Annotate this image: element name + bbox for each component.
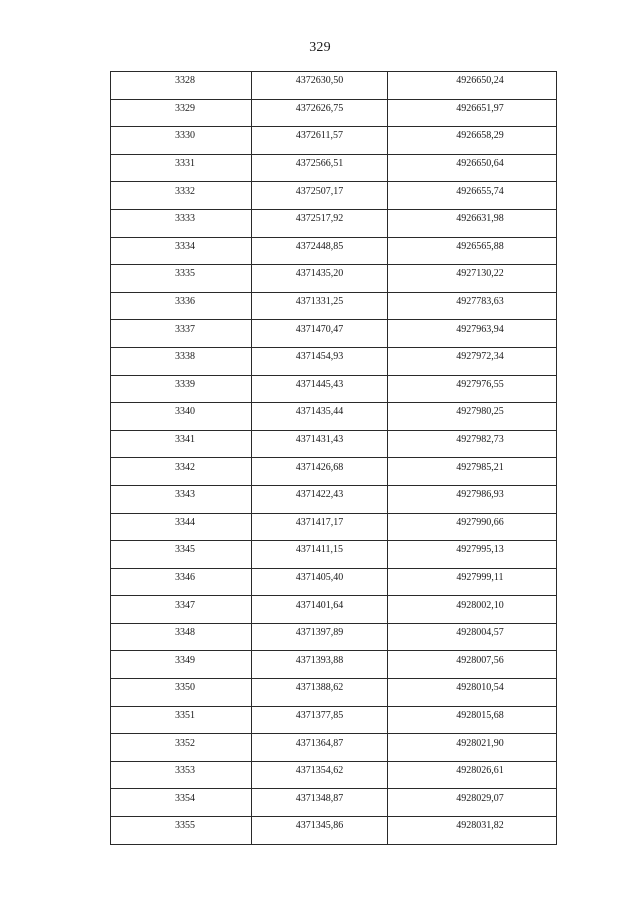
y-coordinate-cell-text: 4927976,55 (456, 378, 504, 390)
x-coordinate-cell-text: 4371364,87 (295, 737, 344, 749)
table-row (111, 789, 557, 817)
y-coordinate-cell (388, 347, 557, 375)
point-number-cell (111, 568, 252, 596)
y-coordinate-cell (388, 99, 557, 127)
x-coordinate-cell (252, 320, 388, 348)
point-number-cell-text: 3329 (175, 102, 195, 114)
coordinates-table (110, 71, 557, 845)
y-coordinate-cell-text: 4928031,82 (456, 820, 504, 832)
y-coordinate-cell (388, 623, 557, 651)
table-row (111, 541, 557, 569)
table-row (111, 265, 557, 293)
x-coordinate-cell-text: 4371431,43 (295, 434, 344, 446)
x-coordinate-cell (252, 209, 388, 237)
point-number-cell (111, 761, 252, 789)
y-coordinate-cell-text: 4928015,68 (456, 709, 504, 721)
x-coordinate-cell-text: 4371401,64 (295, 599, 344, 611)
x-coordinate-cell (252, 99, 388, 127)
x-coordinate-cell (252, 375, 388, 403)
table-row (111, 651, 557, 679)
x-coordinate-cell-text: 4372507,17 (295, 185, 344, 197)
point-number-cell (111, 320, 252, 348)
y-coordinate-cell-text: 4927972,34 (456, 351, 504, 363)
y-coordinate-cell (388, 320, 557, 348)
point-number-cell-text: 3334 (175, 240, 195, 252)
y-coordinate-cell-text: 4927980,25 (456, 406, 504, 418)
y-coordinate-cell-text: 4927963,94 (456, 323, 504, 335)
point-number-cell (111, 154, 252, 182)
point-number-cell-text: 3349 (175, 654, 195, 666)
point-number-cell-text: 3340 (175, 406, 195, 418)
y-coordinate-cell-text: 4928004,57 (456, 627, 504, 639)
x-coordinate-cell (252, 292, 388, 320)
x-coordinate-cell-text: 4371393,88 (295, 654, 344, 666)
y-coordinate-cell (388, 72, 557, 100)
y-coordinate-cell-text: 4927982,73 (456, 434, 504, 446)
point-number-cell-text: 3338 (175, 351, 195, 363)
table-row (111, 182, 557, 210)
point-number-cell (111, 127, 252, 155)
y-coordinate-cell (388, 789, 557, 817)
x-coordinate-cell (252, 72, 388, 100)
y-coordinate-cell (388, 513, 557, 541)
point-number-cell (111, 403, 252, 431)
point-number-cell-text: 3342 (175, 461, 195, 473)
y-coordinate-cell-text: 4928026,61 (456, 765, 504, 777)
x-coordinate-cell-text: 4371435,20 (295, 268, 344, 280)
x-coordinate-cell-text: 4371470,47 (295, 323, 344, 335)
point-number-cell-text: 3337 (175, 323, 195, 335)
y-coordinate-cell (388, 541, 557, 569)
point-number-cell-text: 3345 (175, 544, 195, 556)
point-number-cell-text: 3331 (175, 158, 195, 170)
table-row (111, 679, 557, 707)
table-row (111, 485, 557, 513)
point-number-cell (111, 99, 252, 127)
point-number-cell (111, 72, 252, 100)
point-number-cell (111, 485, 252, 513)
x-coordinate-cell-text: 4372566,51 (295, 158, 344, 170)
y-coordinate-cell (388, 375, 557, 403)
y-coordinate-cell (388, 182, 557, 210)
x-coordinate-cell-text: 4372611,57 (295, 130, 344, 142)
point-number-cell-text: 3333 (175, 213, 195, 225)
y-coordinate-cell-text: 4927990,66 (456, 516, 504, 528)
point-number-cell-text: 3347 (175, 599, 195, 611)
x-coordinate-cell-text: 4372626,75 (295, 102, 344, 114)
x-coordinate-cell-text: 4371426,68 (295, 461, 344, 473)
point-number-cell (111, 209, 252, 237)
x-coordinate-cell-text: 4371348,87 (295, 792, 344, 804)
x-coordinate-cell-text: 4371405,40 (295, 571, 344, 583)
point-number-cell-text: 3339 (175, 378, 195, 390)
table-row (111, 237, 557, 265)
point-number-cell (111, 651, 252, 679)
x-coordinate-cell (252, 182, 388, 210)
point-number-cell-text: 3351 (175, 709, 195, 721)
table-row (111, 320, 557, 348)
point-number-cell-text: 3328 (175, 75, 195, 87)
y-coordinate-cell (388, 734, 557, 762)
y-coordinate-cell (388, 761, 557, 789)
table-body (111, 72, 557, 845)
y-coordinate-cell (388, 237, 557, 265)
y-coordinate-cell-text: 4926655,74 (456, 185, 504, 197)
y-coordinate-cell-text: 4926651,97 (456, 102, 504, 114)
point-number-cell (111, 789, 252, 817)
point-number-cell (111, 817, 252, 845)
x-coordinate-cell (252, 154, 388, 182)
page-number: 329 (309, 40, 331, 55)
point-number-cell-text: 3344 (175, 516, 195, 528)
y-coordinate-cell-text: 4927130,22 (456, 268, 504, 280)
y-coordinate-cell (388, 430, 557, 458)
point-number-cell-text: 3346 (175, 571, 195, 583)
y-coordinate-cell-text: 4928021,90 (456, 737, 504, 749)
point-number-cell-text: 3335 (175, 268, 195, 280)
point-number-cell-text: 3330 (175, 130, 195, 142)
x-coordinate-cell (252, 430, 388, 458)
table-row (111, 706, 557, 734)
y-coordinate-cell-text: 4926565,88 (456, 240, 504, 252)
table-row (111, 458, 557, 486)
x-coordinate-cell (252, 789, 388, 817)
x-coordinate-cell-text: 4371422,43 (295, 489, 344, 501)
point-number-cell (111, 237, 252, 265)
table-row (111, 375, 557, 403)
point-number-cell-text: 3332 (175, 185, 195, 197)
y-coordinate-cell-text: 4928002,10 (456, 599, 504, 611)
x-coordinate-cell-text: 4371397,89 (295, 627, 344, 639)
x-coordinate-cell-text: 4371454,93 (295, 351, 344, 363)
y-coordinate-cell-text: 4928029,07 (456, 792, 504, 804)
y-coordinate-cell-text: 4928010,54 (456, 682, 504, 694)
point-number-cell-text: 3348 (175, 627, 195, 639)
table-row (111, 513, 557, 541)
x-coordinate-cell-text: 4371445,43 (295, 378, 344, 390)
table-row (111, 72, 557, 100)
x-coordinate-cell (252, 513, 388, 541)
y-coordinate-cell (388, 127, 557, 155)
x-coordinate-cell (252, 541, 388, 569)
y-coordinate-cell (388, 209, 557, 237)
table-row (111, 430, 557, 458)
x-coordinate-cell-text: 4371417,17 (295, 516, 344, 528)
y-coordinate-cell-text: 4926650,24 (456, 75, 504, 87)
y-coordinate-cell (388, 458, 557, 486)
y-coordinate-cell (388, 265, 557, 293)
table-row (111, 734, 557, 762)
x-coordinate-cell (252, 817, 388, 845)
point-number-cell-text: 3341 (175, 434, 195, 446)
table-row (111, 292, 557, 320)
x-coordinate-cell-text: 4372517,92 (295, 213, 344, 225)
point-number-cell (111, 182, 252, 210)
point-number-cell (111, 458, 252, 486)
y-coordinate-cell (388, 485, 557, 513)
y-coordinate-cell (388, 596, 557, 624)
y-coordinate-cell (388, 403, 557, 431)
y-coordinate-cell-text: 4926631,98 (456, 213, 504, 225)
point-number-cell (111, 292, 252, 320)
point-number-cell (111, 706, 252, 734)
x-coordinate-cell-text: 4371345,86 (295, 820, 344, 832)
x-coordinate-cell-text: 4371354,62 (295, 765, 344, 777)
point-number-cell (111, 734, 252, 762)
x-coordinate-cell (252, 761, 388, 789)
x-coordinate-cell (252, 485, 388, 513)
x-coordinate-cell-text: 4371411,15 (295, 544, 344, 556)
x-coordinate-cell (252, 127, 388, 155)
point-number-cell (111, 596, 252, 624)
y-coordinate-cell-text: 4926658,29 (456, 130, 504, 142)
x-coordinate-cell-text: 4372630,50 (295, 75, 344, 87)
table-row (111, 127, 557, 155)
y-coordinate-cell-text: 4928007,56 (456, 654, 504, 666)
point-number-cell-text: 3354 (175, 792, 195, 804)
point-number-cell (111, 679, 252, 707)
point-number-cell (111, 347, 252, 375)
x-coordinate-cell-text: 4371377,85 (295, 709, 344, 721)
table-row (111, 817, 557, 845)
point-number-cell-text: 3350 (175, 682, 195, 694)
x-coordinate-cell-text: 4371331,25 (295, 296, 344, 308)
point-number-cell-text: 3336 (175, 296, 195, 308)
y-coordinate-cell-text: 4927985,21 (456, 461, 504, 473)
y-coordinate-cell (388, 651, 557, 679)
x-coordinate-cell (252, 265, 388, 293)
point-number-cell (111, 375, 252, 403)
x-coordinate-cell-text: 4371435,44 (295, 406, 344, 418)
x-coordinate-cell (252, 596, 388, 624)
point-number-cell-text: 3343 (175, 489, 195, 501)
point-number-cell (111, 541, 252, 569)
x-coordinate-cell-text: 4371388,62 (295, 682, 344, 694)
x-coordinate-cell (252, 623, 388, 651)
table-row (111, 568, 557, 596)
x-coordinate-cell-text: 4372448,85 (295, 240, 344, 252)
x-coordinate-cell (252, 403, 388, 431)
point-number-cell-text: 3352 (175, 737, 195, 749)
y-coordinate-cell (388, 817, 557, 845)
y-coordinate-cell-text: 4927995,13 (456, 544, 504, 556)
y-coordinate-cell-text: 4926650,64 (456, 158, 504, 170)
table-row (111, 403, 557, 431)
table-row (111, 209, 557, 237)
table-row (111, 99, 557, 127)
y-coordinate-cell (388, 154, 557, 182)
y-coordinate-cell (388, 292, 557, 320)
y-coordinate-cell-text: 4927986,93 (456, 489, 504, 501)
y-coordinate-cell (388, 679, 557, 707)
x-coordinate-cell (252, 734, 388, 762)
x-coordinate-cell (252, 237, 388, 265)
x-coordinate-cell (252, 458, 388, 486)
table-row (111, 761, 557, 789)
point-number-cell-text: 3353 (175, 765, 195, 777)
y-coordinate-cell (388, 568, 557, 596)
x-coordinate-cell (252, 651, 388, 679)
x-coordinate-cell (252, 347, 388, 375)
point-number-cell (111, 265, 252, 293)
table-row (111, 596, 557, 624)
point-number-cell (111, 513, 252, 541)
x-coordinate-cell (252, 679, 388, 707)
point-number-cell (111, 430, 252, 458)
y-coordinate-cell (388, 706, 557, 734)
table-row (111, 623, 557, 651)
point-number-cell-text: 3355 (175, 820, 195, 832)
x-coordinate-cell (252, 706, 388, 734)
y-coordinate-cell-text: 4927783,63 (456, 296, 504, 308)
table-row (111, 154, 557, 182)
y-coordinate-cell-text: 4927999,11 (456, 571, 504, 583)
table-row (111, 347, 557, 375)
x-coordinate-cell (252, 568, 388, 596)
point-number-cell (111, 623, 252, 651)
